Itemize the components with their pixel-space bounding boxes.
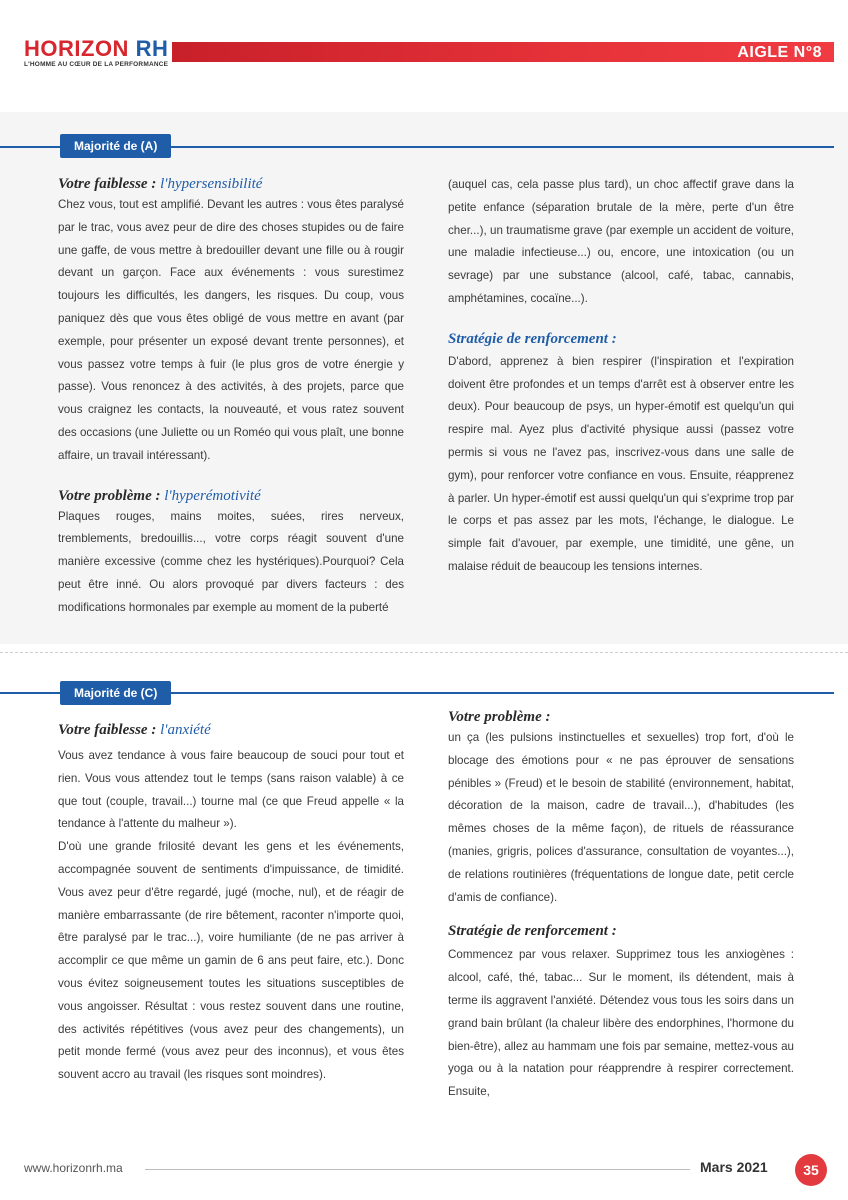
weakness-heading-label: Votre faiblesse : [58,722,161,738]
section-c-right-column [448,709,794,1104]
issue-label: AIGLE N°8 [737,44,822,61]
problem-heading-label: Votre problème : [58,487,165,504]
footer-rule [145,1169,690,1170]
problem-term: l'hyperémotivité [164,487,261,504]
section-a-continued-text: (auquel cas, cela passe plus tard), un choc affectif grave dans la petite enfance (séparation brutale de la mère, perte d'un être cher...), un traumatisme grave (par exemple un accident de voiture, une maladie infectieuse...) ou, encore, une intoxication (ou un sevrage) par une substance (alcool, café, tabac, cannabis, amphétamines, cocaïne...). [448,178,794,305]
section-c-strategy-heading: Stratégie de renforcement : [448,923,617,940]
weakness-term: l'hypersensibilité [160,176,263,192]
footer-website: www.horizonrh.ma [24,1161,123,1175]
page-number-badge: 35 [795,1154,827,1186]
section-c-weakness-text-1: Vous avez tendance à vous faire beaucoup de souci pour tout et rien. Vous vous attendez tout le temps (sans raison valable) à ce que tout (couple, travail...) tourne mal (ce que Freud appelle « la tendance à l'attente du malheur »). [58,749,404,831]
horizon-rh-logo [24,38,168,68]
weakness-term: l'anxiété [160,722,211,738]
section-a-weakness-text: Chez vous, tout est amplifié. Devant les autres : vous êtes paralysé par le trac, vous avez peur de dire des choses stupides ou de faire une gaffe, de vous mettre à bredouiller devant une fille ou à rougir devant un garçon. Face aux événements : vous surestimez toujours les difficultés, les dangers, les risques. Du coup, vous paniquez dès que vous êtes obligé de vous mettre en avant (par exemple, pour présenter un exposé devant trente personnes), et vous passez votre temps à fuir (le plus gros de votre énergie y passe). Vous renoncez à des activités, à des projets, parce que vous craignez les contacts, la nouveauté, et vous ratez souvent des occasions (une Juliette ou un Roméo qui vous plaît, une bonne affaire, un travail intéressant). [58,198,404,462]
logo-tagline: L'HOMME AU CŒUR DE LA PERFORMANCE [24,61,169,68]
section-a-strategy-text: D'abord, apprenez à bien respirer (l'inspiration et l'expiration doivent être profondes et un temps d'arrêt est à observer entre les deux). Pour beaucoup de psys, un hyper-émotif est quelqu'un qui respire mal. Ayez plus d'activité physique aussi (passez votre permis si vous ne l'avez pas, inscrivez-vous dans une salle de gym), pour renforcer votre confiance en vous. Ensuite, réapprenez à parler. Un hyper-émotif est aussi quelqu'un qui s'exprime trop par le corps et pas assez par les mots, l'échange, le dialogue. Le simple fait d'avouer, par exemple, une timidité, une gêne, un malaise réduit de beaucoup les tensions internes. [448,354,794,573]
section-c-weakness-heading [58,722,404,739]
section-a-left-column [58,176,404,620]
section-a-badge: Majorité de (A) [60,134,171,158]
header-bar [172,42,834,62]
section-a-weakness-heading [58,176,404,193]
section-majorite-a [0,112,848,644]
weakness-heading-label: Votre faiblesse : [58,176,161,192]
footer-date: Mars 2021 [700,1159,768,1175]
section-c-problem-text: un ça (les pulsions instinctuelles et sexuelles) trop fort, d'où le blocage des émotions pour « ne pas éprouver de sensations pénibles » (Freud) et le besoin de stabilité (environnement, habitat, décoration de la maison, cadre de travail...), d'habitudes (les mêmes choses de la même façon), de rituels de réassurance (manies, grigris, polices d'assurance, consultation de voyantes...), de relations routinières (fréquentations de longue date, petit cercle d'amis de confiance). [448,731,794,904]
section-c-weakness-text-2: D'où une grande frilosité devant les gens et les événements, accompagnée souvent de sentiments d'impuissance, de timidité. Vous avez peur d'être regardé, jugé (moche, nul), et de réagir de manière embarrassante (de rire bêtement, raconter n'importe quoi, être paralysé par le trac...), voire humiliante (de ne pas arriver à accomplir ce que même un gamin de 6 ans peut faire, etc.). Donc vous évitez soigneusement toutes les situations susceptibles de vous angoisser. Résultat : vous restez souvent dans une routine, des activités répétitives (vous avez peur des changements), un petit monde fermé (vous avez peur des inconnus), et vous êtes souvent accro au travail (les risques sont moindres). [58,840,404,1082]
section-a-problem-text: Plaques rouges, mains moites, suées, rires nerveux, tremblements, bredouillis..., votre corps réagit souvent d'une manière excessive (comme chez les hystériques).Pourquoi? Cela peut être inné. Ou alors provoqué par divers facteurs : des modifications hormonales par exemple au moment de la puberté [58,509,404,614]
logo-word-horizon: HORIZON [24,36,129,61]
section-c-badge: Majorité de (C) [60,681,171,705]
section-c-strategy-text: Commencez par vous relaxer. Supprimez tous les anxiogènes : alcool, café, thé, tabac... Sur le moment, ils détendent, mais à terme ils aggravent l'anxiété. Détendez vous tous les soirs dans un grand bain brûlant (la chaleur libère des endorphines, l'hormone du bien-être), allez au hammam une fois par semaine, mettez-vous au yoga ou à la natation pour réapprendre à respirer correctement. Ensuite, [448,948,794,1099]
section-a-strategy-heading: Stratégie de renforcement : [448,330,617,347]
logo-word-rh: RH [135,36,169,61]
section-a-problem-heading [58,488,404,505]
section-majorite-c [0,680,848,1130]
section-a-right-column [448,174,794,579]
logo-wordmark [24,38,168,60]
section-divider [0,652,848,653]
section-c-left-column [58,722,404,1087]
section-c-problem-heading: Votre problème : [448,709,551,725]
